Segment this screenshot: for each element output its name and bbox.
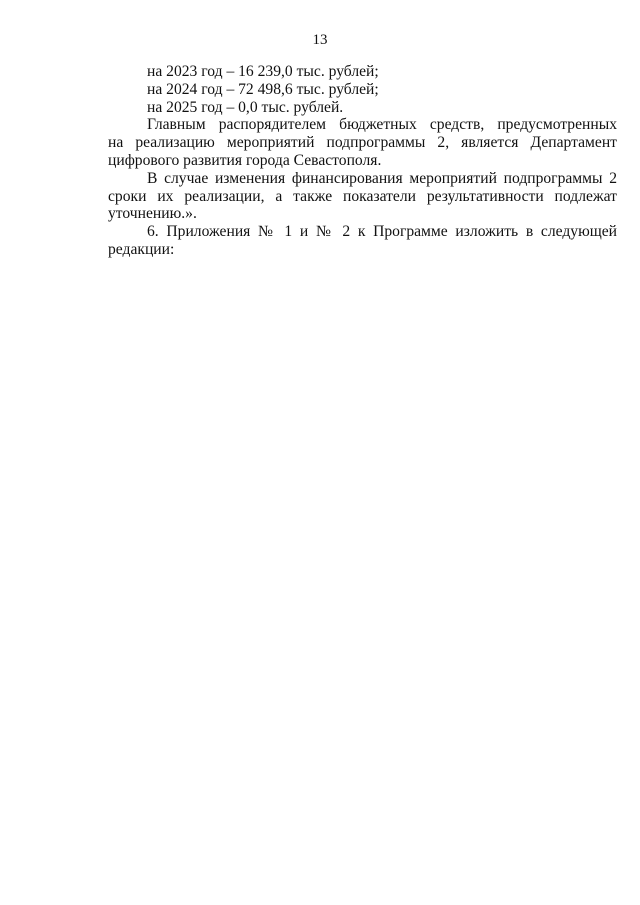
funding-line-2025: на 2025 год – 0,0 тыс. рублей. bbox=[147, 98, 344, 116]
paragraph-appendices bbox=[108, 223, 617, 259]
paragraph-chief-manager bbox=[108, 116, 617, 169]
paragraph-line: 6. Приложения № 1 и № 2 к Программе изложить в следующей bbox=[147, 223, 617, 241]
document-body bbox=[108, 63, 617, 259]
paragraph-line: на реализацию мероприятий подпрограммы 2, является Департамент bbox=[108, 134, 617, 152]
funding-line-2023: на 2023 год – 16 239,0 тыс. рублей; bbox=[147, 63, 379, 80]
paragraph-line: сроки их реализации, а также показатели результативности подлежат bbox=[108, 187, 617, 205]
page-number: 13 bbox=[312, 32, 328, 48]
paragraph-line: уточнению.». bbox=[108, 205, 197, 223]
paragraph-line: редакции: bbox=[108, 240, 175, 258]
paragraph-line: Главным распорядителем бюджетных средств, предусмотренных bbox=[147, 116, 617, 134]
paragraph-line: В случае изменения финансирования мероприятий подпрограммы 2 bbox=[147, 169, 617, 187]
funding-line-2024: на 2024 год – 72 498,6 тыс. рублей; bbox=[147, 80, 379, 98]
paragraph-line: цифрового развития города Севастополя. bbox=[108, 151, 382, 169]
paragraph-funding-change bbox=[108, 170, 617, 223]
